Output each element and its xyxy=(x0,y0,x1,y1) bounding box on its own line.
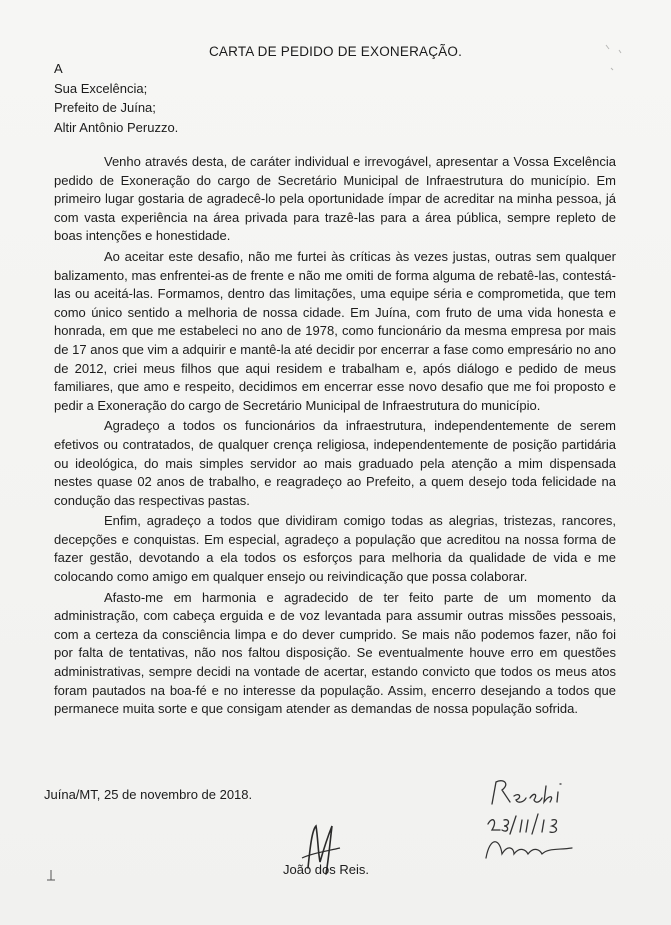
margin-mark xyxy=(44,868,58,889)
addressee-line: Sua Excelência; xyxy=(54,80,148,96)
place-date: Juína/MT, 25 de novembro de 2018. xyxy=(44,787,253,802)
body-paragraph: Afasto-me em harmonia e agradecido de ter feito parte de um momento da administração, com cabeça erguida e de voz levantada para assumir outras missões pessoais, com a certeza da consciência limpa e do dever cumprido. Se mais não podemos fazer, não foi por falta de tentativas, não nos faltou disposição. Se eventualmente houve erro em questões administrativas, sempre decidi na vontade de acertar, estando convicto que todos os meus atos foram pautados na boa-fé e no interesse da população. Assim, encerro desejando a todos que permanece muita sorte e que consigam atender as demandas de nossa população sofrida. xyxy=(54,589,616,717)
body-paragraph: Venho através desta, de caráter individual e irrevogável, apresentar a Vossa Excelência pedido de Exoneração do cargo de Secretário Municipal de Infraestrutura do município. Em primeiro lugar gostaria de agradecê-lo pela oportunidade ímpar de acreditar na minha pessoa, já com vasta experiência na área privada para trazê-las para a área pública, sempre repleto de boas intenções e honestidade. xyxy=(54,154,616,244)
received-handwriting xyxy=(480,774,590,874)
addressee-line: A xyxy=(54,61,63,76)
body-paragraph: Agradeço a todos os funcionários da infraestrutura, independentemente de serem efetivos ou contratados, de qualquer crença religiosa, independentemente de posição partidária ou ideológica, do mais simples servidor ao mais graduado pela atenção a mim dispensada nestes quase 02 anos de trabalho, e reagradeço ao Prefeito, a quem desejo toda felicidade na condução das respectivas pastas. xyxy=(54,418,616,508)
signatory-name: João dos Reis. xyxy=(283,862,369,877)
body-paragraph: Ao aceitar este desafio, não me furtei às críticas às vezes justas, outras sem qualquer balizamento, mas enfrentei-as de frente e não me omiti de forma alguma de rebatê-las, contestá-las ou aceitá-las. Formamos, dentro das limitações, uma equipe séria e comprometida, que tem como único sentido a melhoria de nossa cidade. Em Juína, com fruto de uma vida honesta e honrada, em que me estabeleci no ano de 1978, como funcionário da mesma empresa por mais de 17 anos que vim a adquirir e mantê-la até decidir por encerrar a fase como empresário no ano de 2012, criei meus filhos que aqui residem e trabalham e, após diálogo e pedido de meus familiares, que amo e respeito, decidimos em encerrar esse novo desafio que me foi proposto e pedir a Exoneração do cargo de Secretário Municipal de Infraestrutura do município. xyxy=(54,248,616,413)
body-paragraph: Enfim, agradeço a todos que dividiram comigo todas as alegrias, tristezas, rancores, decepções e conquistas. Em especial, agradeço a população que acreditou na nossa forma de fazer gestão, devotando a ela todos os esforços para melhoria da qualidade de vida e me colocando como amigo em qualquer ensejo ou reivindicação que possa colaborar. xyxy=(54,513,616,585)
addressee-block xyxy=(54,59,178,137)
addressee-line: Prefeito de Juína; xyxy=(54,100,156,115)
letter-body xyxy=(54,153,616,721)
addressee-line: Altir Antônio Peruzzo. xyxy=(54,119,179,135)
document-title: CARTA DE PEDIDO DE EXONERAÇÃO. xyxy=(208,44,463,59)
